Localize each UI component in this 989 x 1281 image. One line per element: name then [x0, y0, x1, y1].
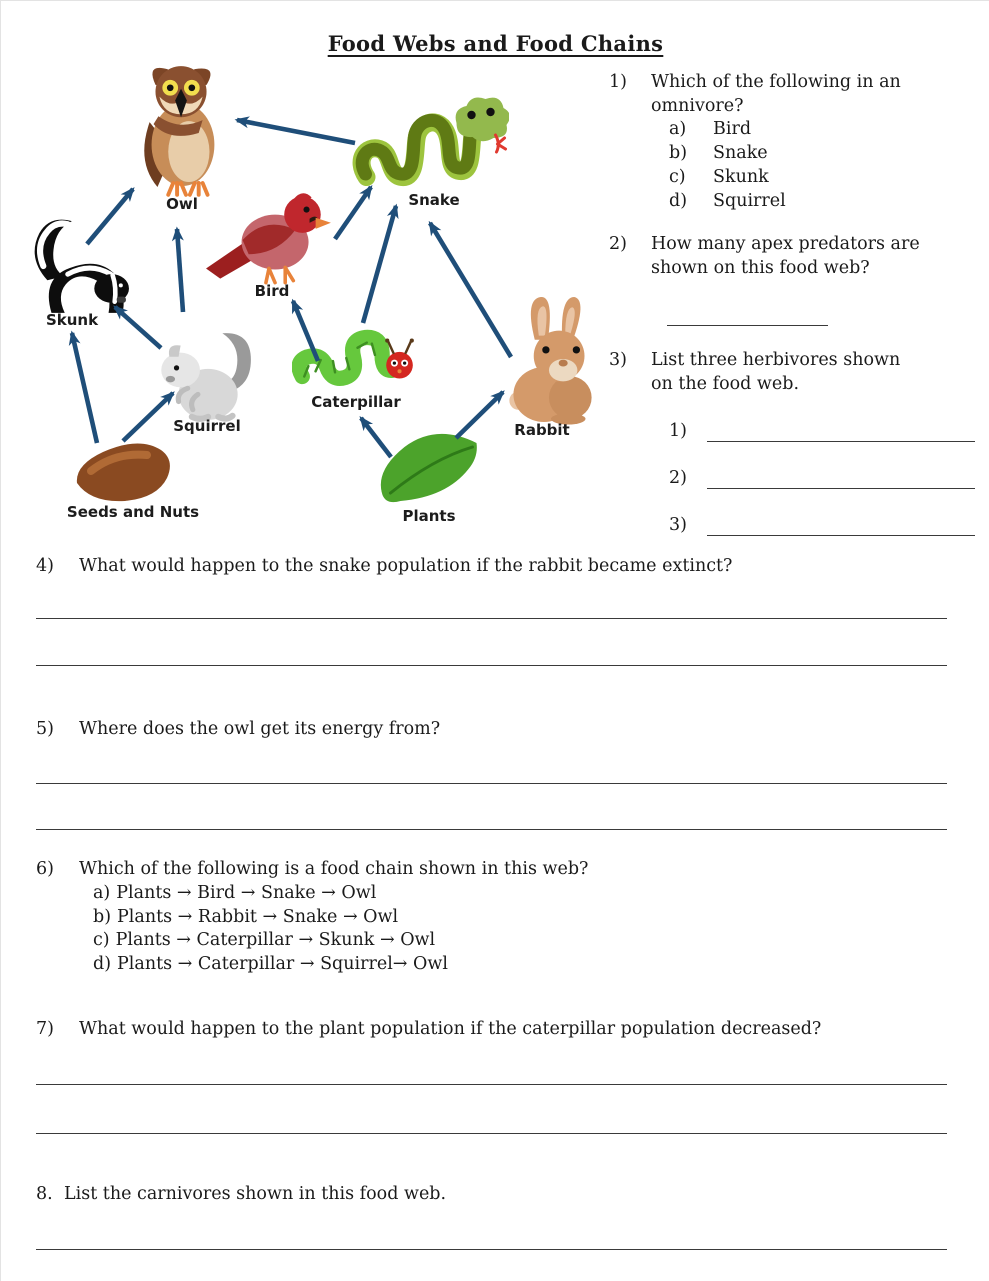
question-4-number: 4)	[36, 556, 54, 576]
squirrel-illustration	[147, 321, 257, 425]
rabbit-illustration	[501, 293, 603, 425]
answer-line-q2	[667, 325, 828, 326]
squirrel-label: Squirrel	[173, 417, 241, 435]
snake-label: Snake	[408, 191, 460, 209]
plants-illustration	[375, 431, 483, 509]
question-4	[36, 555, 966, 579]
answer-line-q7-1	[36, 1084, 947, 1085]
question-8	[36, 1183, 966, 1207]
question-5	[36, 718, 966, 742]
answer-line-q4-1	[36, 618, 947, 619]
question-3-blank-1: 1)	[669, 419, 975, 443]
question-7-number: 7)	[36, 1019, 54, 1039]
question-3-blank-3: 3)	[669, 513, 975, 537]
option-1c: c) Skunk	[669, 167, 769, 187]
question-1-number: 1)	[609, 72, 627, 92]
answer-line-q8	[36, 1249, 947, 1250]
question-5-number: 5)	[36, 719, 54, 739]
question-2-number: 2)	[609, 234, 627, 254]
skunk-label: Skunk	[45, 311, 99, 329]
question-3-number: 3)	[609, 350, 627, 370]
caterpillar-illustration	[292, 321, 420, 395]
bird-label: Bird	[254, 282, 290, 300]
answer-line-q3-3	[707, 513, 975, 536]
foodweb-arrow-snake-to-owl	[237, 120, 355, 143]
question-7	[36, 1018, 966, 1042]
seeds-illustration	[73, 435, 175, 505]
question-2	[609, 233, 949, 280]
caterpillar-label: Caterpillar	[311, 393, 401, 411]
answer-line-q3-2	[707, 466, 975, 489]
question-5-text: Where does the owl get its energy from?	[79, 719, 441, 739]
option-6a: a) Plants → Bird → Snake → Owl	[93, 883, 377, 903]
question-8-number: 8.	[36, 1184, 53, 1204]
foodweb-arrow-squirrel-to-owl	[177, 229, 183, 312]
question-3-text: List three herbivores shown on the food web.	[651, 350, 906, 394]
answer-line-q5-2	[36, 829, 947, 830]
question-8-text: List the carnivores shown in this food web.	[64, 1184, 447, 1204]
answer-line-q5-1	[36, 783, 947, 784]
page-title: Food Webs and Food Chains	[327, 31, 664, 56]
answer-line-q3-1	[707, 419, 975, 442]
option-1d: d) Squirrel	[669, 191, 786, 211]
seeds-label: Seeds and Nuts	[66, 503, 200, 521]
plants-label: Plants	[402, 507, 456, 525]
owl-illustration	[128, 61, 236, 199]
question-1-options	[669, 117, 786, 213]
question-7-text: What would happen to the plant population if the caterpillar population decreased?	[79, 1019, 822, 1039]
foodweb-arrow-seeds-to-skunk	[72, 333, 97, 443]
owl-label: Owl	[166, 195, 198, 213]
question-6-number: 6)	[36, 859, 54, 879]
question-6	[36, 858, 966, 882]
answer-line-q7-2	[36, 1133, 947, 1134]
question-2-text: How many apex predators are shown on this food web?	[651, 234, 926, 278]
question-4-text: What would happen to the snake population if the rabbit became extinct?	[79, 556, 733, 576]
option-6c: c) Plants → Caterpillar → Skunk → Owl	[93, 930, 436, 950]
question-6-text: Which of the following is a food chain shown in this web?	[79, 859, 589, 879]
food-web-diagram	[1, 1, 621, 551]
skunk-illustration	[27, 213, 131, 317]
option-1b: b) Snake	[669, 143, 768, 163]
question-6-options	[93, 882, 448, 976]
question-3	[609, 349, 949, 396]
option-6b: b) Plants → Rabbit → Snake → Owl	[93, 906, 399, 927]
answer-line-q4-2	[36, 665, 947, 666]
question-1-text: Which of the following in an omnivore?	[651, 72, 907, 116]
bird-illustration	[204, 187, 338, 289]
option-1a: a) Bird	[669, 119, 752, 139]
question-1	[609, 71, 949, 118]
option-6d: d) Plants → Caterpillar → Squirrel→ Owl	[93, 953, 448, 974]
foodweb-arrow-rabbit-to-snake	[430, 223, 511, 357]
question-3-blank-2: 2)	[669, 466, 975, 490]
rabbit-label: Rabbit	[514, 421, 570, 439]
foodweb-arrow-caterpillar-to-snake	[363, 206, 396, 323]
